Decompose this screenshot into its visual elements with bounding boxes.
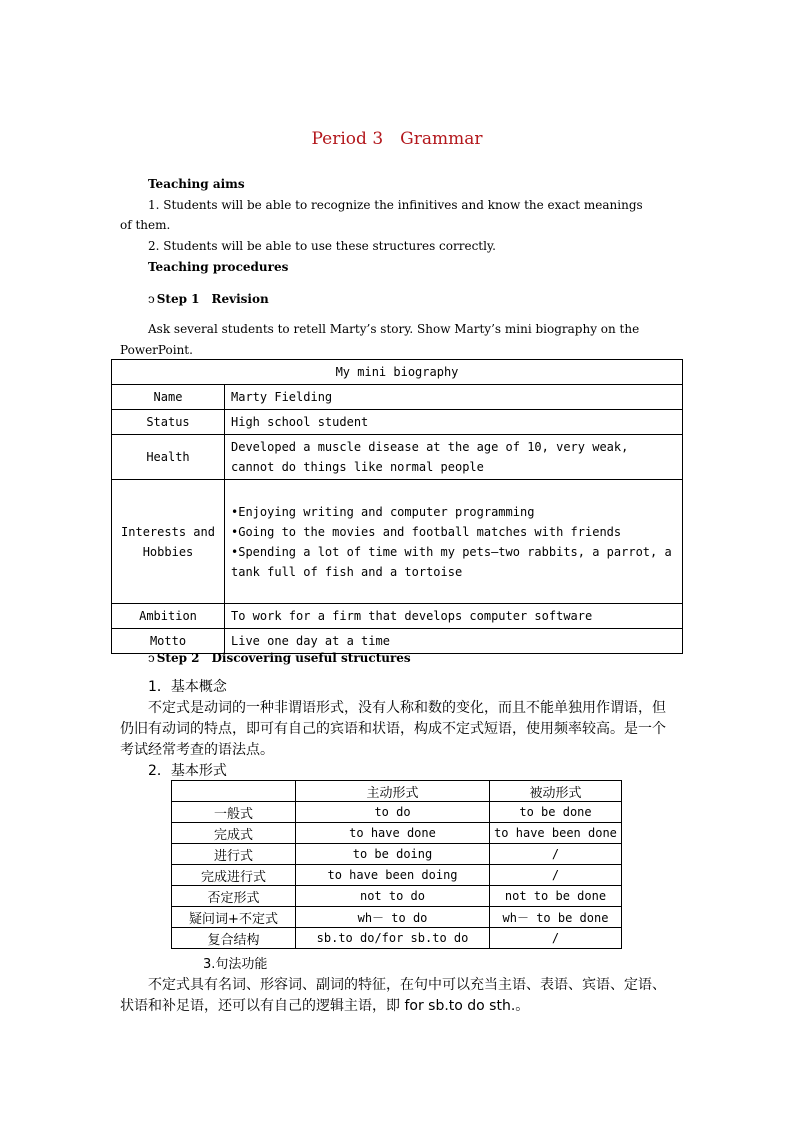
bio-label: Interests and Hobbies: [112, 480, 225, 604]
forms-header: 被动形式: [490, 781, 622, 802]
table-row: [112, 435, 683, 480]
forms-cell: to be done: [490, 802, 622, 823]
step1-text-line1: Ask several students to retell Marty’s story. Show Marty’s mini biography on the: [148, 322, 640, 336]
teaching-aims-heading: Teaching aims: [148, 177, 245, 191]
forms-cell: 疑问词+不定式: [172, 907, 296, 928]
forms-cell: not to do: [296, 886, 490, 907]
aim-2: 2. Students will be able to use these structures correctly.: [148, 239, 496, 253]
step1-heading: [148, 291, 269, 307]
forms-cell: 一般式: [172, 802, 296, 823]
step-arrow-icon: ↄ: [148, 651, 155, 665]
bio-label: Ambition: [112, 604, 225, 629]
section3-title: 3.句法功能: [203, 957, 268, 972]
table-row: [172, 865, 622, 886]
section1-text: 不定式是动词的一种非谓语形式，没有人称和数的变化，而且不能单独用作谓语，但仍旧有动词的特点，即可有自己的宾语和状语，构成不定式短语，使用频率较高。是一个考试经常考查的语法点。: [120, 700, 666, 758]
aim-1: 1. Students will be able to recognize the infinitives and know the exact meanings: [148, 198, 643, 212]
table-row: [172, 907, 622, 928]
table-row: [112, 480, 683, 604]
forms-table: [171, 780, 622, 949]
bio-label: Name: [112, 385, 225, 410]
forms-cell: /: [490, 865, 622, 886]
forms-cell: wh－ to be done: [490, 907, 622, 928]
forms-cell: 完成进行式: [172, 865, 296, 886]
aim-1-cont: of them.: [120, 218, 171, 232]
section2-title: 2．基本形式: [148, 763, 227, 779]
bio-table-header: My mini biography: [112, 360, 683, 385]
bio-value: High school student: [225, 410, 683, 435]
bio-bullet: •Going to the movies and football matches with friends: [231, 524, 622, 539]
table-row: [172, 886, 622, 907]
table-row: [172, 844, 622, 865]
section3-text: 不定式具有名词、形容词、副词的特征，在句中可以充当主语、表语、宾语、定语、状语和补足语，还可以有自己的逻辑主语，即 for sb.to do sth.。: [120, 977, 666, 1014]
bio-table: [111, 359, 683, 654]
forms-cell: to have done: [296, 823, 490, 844]
forms-cell: sb.to do/for sb.to do: [296, 928, 490, 949]
forms-cell: to do: [296, 802, 490, 823]
forms-header: [172, 781, 296, 802]
table-row: [172, 928, 622, 949]
forms-cell: to have been doing: [296, 865, 490, 886]
step2-heading: [148, 650, 411, 666]
forms-header: 主动形式: [296, 781, 490, 802]
forms-cell: /: [490, 928, 622, 949]
step-arrow-icon: ↄ: [148, 292, 155, 306]
page-title: Period 3 Grammar: [311, 129, 483, 149]
teaching-procedures-heading: Teaching procedures: [148, 260, 289, 274]
bio-label: Motto: [112, 629, 225, 654]
table-row: [112, 410, 683, 435]
step1-text-line2: PowerPoint.: [120, 343, 193, 357]
table-row: [172, 802, 622, 823]
table-row: [112, 385, 683, 410]
bio-bullet: •Spending a lot of time with my pets—two rabbits, a parrot, a tank full of fish and a tortoise: [231, 544, 672, 579]
step2-title: Step 2 Discovering useful structures: [156, 651, 411, 665]
forms-cell: 进行式: [172, 844, 296, 865]
table-row: [112, 604, 683, 629]
forms-cell: /: [490, 844, 622, 865]
forms-cell: 完成式: [172, 823, 296, 844]
bio-label: Status: [112, 410, 225, 435]
table-row: [172, 823, 622, 844]
forms-cell: to be doing: [296, 844, 490, 865]
bio-label: Health: [112, 435, 225, 480]
bio-bullet: •Enjoying writing and computer programming: [231, 504, 535, 519]
step1-title: Step 1 Revision: [156, 292, 269, 306]
forms-cell: 复合结构: [172, 928, 296, 949]
table-row: [172, 781, 622, 802]
forms-cell: wh－ to do: [296, 907, 490, 928]
bio-value: Marty Fielding: [225, 385, 683, 410]
forms-cell: not to be done: [490, 886, 622, 907]
bio-value: [225, 480, 683, 604]
bio-value: Developed a muscle disease at the age of 10, very weak, cannot do things like normal people: [225, 435, 683, 480]
bio-value: To work for a firm that develops computer software: [225, 604, 683, 629]
forms-cell: 否定形式: [172, 886, 296, 907]
bio-value: Live one day at a time: [225, 629, 683, 654]
forms-cell: to have been done: [490, 823, 622, 844]
section1-title: 1．基本概念: [148, 679, 227, 695]
